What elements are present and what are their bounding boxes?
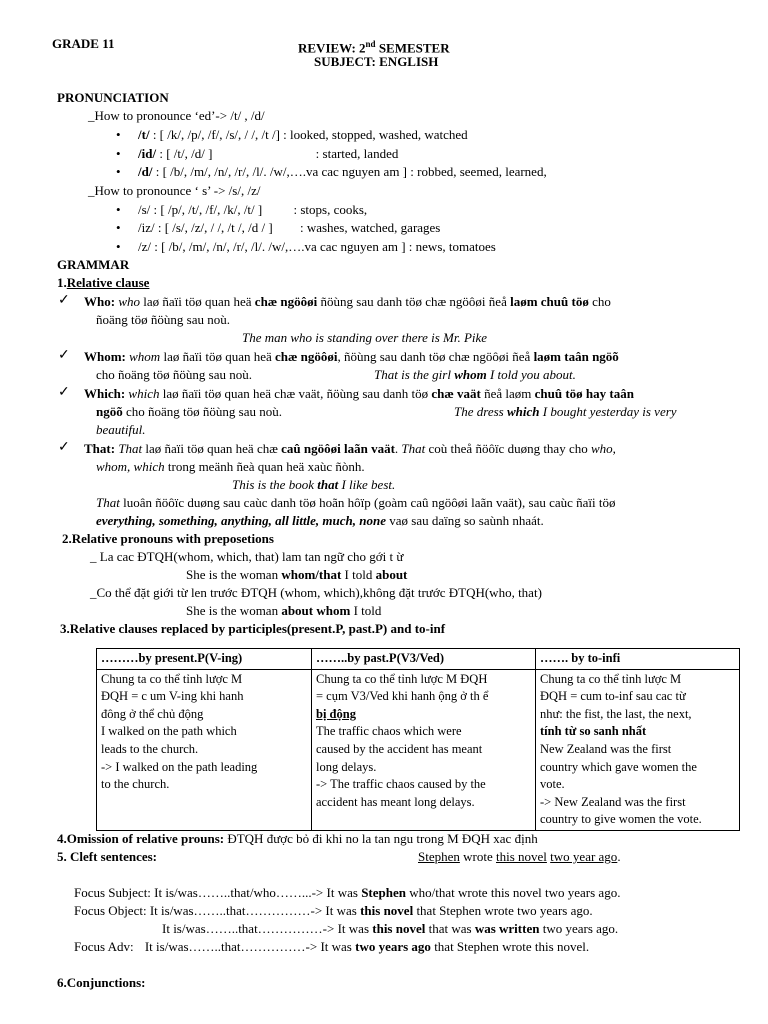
that-term-italic3: who, <box>590 441 616 456</box>
that-definition <box>84 440 616 458</box>
that-note <box>96 494 616 512</box>
cell-line: đông ở thể chủ động <box>101 706 204 721</box>
s-rule-label: /s/ <box>138 202 151 217</box>
section-2-example1 <box>186 566 407 584</box>
ed-rule-examples: robbed, seemed, learned, <box>417 164 547 179</box>
cell-line: ĐQH = c um V-ing khi hanh <box>101 689 244 704</box>
check-icon: ✓ <box>58 348 70 363</box>
table-cell-present <box>97 669 312 830</box>
who-definition <box>84 293 611 311</box>
cell-line: vote. <box>540 777 565 792</box>
which-term-italic: which <box>128 386 160 401</box>
focus-bold: Stephen <box>361 885 406 900</box>
pronunciation-heading: PRONUNCIATION <box>57 90 169 105</box>
section-5-example <box>418 848 621 866</box>
that-note-text: luoân ñöôïc duøng sau caùc danh töø hoãn hôïp (goàm caû ngöôøi laãn vaät), sau caùc ñaïi töø <box>123 495 616 510</box>
table-cell-toinf <box>536 669 740 830</box>
cell-line: New Zealand was the first <box>540 741 672 756</box>
section-2-line2: _Co thể đặt giới từ len trước ĐTQH (whom, which),không đặt trước ĐTQH(who, that) <box>90 585 542 600</box>
section-4 <box>57 830 538 848</box>
s5-ex-verb: wrote <box>463 849 493 864</box>
focus-rest: that was <box>428 921 472 936</box>
which-definition-line2 <box>96 403 282 421</box>
cell-line: caused by the accident has meant <box>316 741 483 756</box>
ed-rule-label: /d/ <box>138 164 153 179</box>
cell-line: -> The traffic chaos caused by the <box>316 777 486 792</box>
which-example-a: The dress <box>454 404 504 419</box>
s-rule-sounds: : [ /s/, /z/, / /, /t /, /d / ] <box>157 220 273 235</box>
whom-desc2: , ñöùng sau danh töø chæ ngöôøi ñeå <box>337 349 531 364</box>
that-note2-bold-italic: everything, something, anything, all little, much, none <box>96 513 387 528</box>
whom-bold2: laøm taân ngöõ <box>533 349 619 364</box>
focus-pattern: It is/was……..that……………-> It was <box>144 939 352 954</box>
cell-line: leads to the church. <box>101 741 199 756</box>
which-example-c: I bought yesterday is very <box>542 404 677 419</box>
ed-rule-t <box>138 126 468 144</box>
table-header-past: ……..by past.P(V3/Ved) <box>312 649 536 670</box>
s-rule-sounds: : [ /p/, /t/, /f/, /k/, /t/ ] <box>153 202 263 217</box>
focus-label: Focus Adv: <box>74 939 134 954</box>
focus-subject-line <box>74 884 620 902</box>
who-desc: laø ñaïi töø quan heä <box>143 294 252 309</box>
that-note2-text: vaø sau daïng so saùnh nhaát. <box>389 513 544 528</box>
focus-pattern: It is/was……..that……………-> It was <box>149 903 357 918</box>
section-2-line1: _ La cac ĐTQH(whom, which, that) lam tan ngữ cho gới t ừ <box>90 549 404 564</box>
section-2-title: 2.Relative pronouns with preposetions <box>62 531 274 546</box>
cell-line: -> I walked on the path leading <box>101 759 258 774</box>
that-desc3: coù theå ñöôïc duøng thay cho <box>428 441 588 456</box>
whom-example-b: whom <box>454 367 487 382</box>
focus-pattern: It is/was……..that……………-> It was <box>162 921 370 936</box>
table-header-toinf: ……. by to-infi <box>536 649 740 670</box>
table-row <box>97 669 740 830</box>
focus-rest: that Stephen wrote two years ago. <box>416 903 593 918</box>
that-desc2: . <box>394 441 399 456</box>
check-icon: ✓ <box>58 385 70 400</box>
ed-rule-examples: looked, stopped, washed, watched <box>290 127 468 142</box>
s2-ex2-b: about whom <box>281 603 351 618</box>
cell-line: Chung ta co thể tỉnh lược M <box>101 671 243 686</box>
cell-line: The traffic chaos which were <box>316 724 462 739</box>
whom-definition <box>84 348 619 366</box>
whom-term-italic: whom <box>129 349 161 364</box>
which-example-cont: beautiful. <box>96 422 146 437</box>
focus-rest: that Stephen wrote this novel. <box>434 939 590 954</box>
section-1-number: 1. <box>57 275 67 290</box>
s-rule-examples: : stops, cooks, <box>293 202 368 217</box>
cell-line: tính từ so sanh nhất <box>540 724 647 739</box>
ed-rule-sounds: : [ /b/, /m/, /n/, /r/, /l/. /w/,….va cac nguyen am ] : <box>155 164 414 179</box>
which-definition <box>84 385 634 403</box>
grade-label: GRADE 11 <box>52 36 115 51</box>
review-title-sup: nd <box>365 39 376 49</box>
cell-line: bị động <box>316 706 356 721</box>
cell-line: I walked on the path which <box>101 724 237 739</box>
table-header-present: ………by present.P(V-ing) <box>97 649 312 670</box>
that-term-italic: That <box>118 441 143 456</box>
cell-line: -> New Zealand was the first <box>540 794 686 809</box>
who-desc3: cho <box>592 294 611 309</box>
that-example-c: I like best. <box>341 477 396 492</box>
ed-rule-sounds: : [ /k/, /p/, /f/, /s/, / /, /t /] : <box>152 127 287 142</box>
s2-ex1-d: about <box>375 567 408 582</box>
grammar-heading: GRAMMAR <box>57 257 130 272</box>
s2-ex1-c: I told <box>344 567 373 582</box>
whom-example-c: I told you about. <box>489 367 576 382</box>
review-title-prefix: REVIEW: 2 <box>298 40 366 56</box>
section-1-label: Relative clause <box>66 275 150 290</box>
which-desc2: ñeå laøm <box>484 386 532 401</box>
focus-bold: this novel <box>372 921 426 936</box>
ed-rule-examples: : started, landed <box>315 146 399 161</box>
cell-line: country which gave women the <box>540 759 697 774</box>
focus-pattern: It is/was……..that/who……...-> It was <box>154 885 358 900</box>
whom-example <box>374 366 576 384</box>
cell-line: to the church. <box>101 777 170 792</box>
section-3-title: 3.Relative clauses replaced by participles(present.P, past.P) and to-inf <box>60 621 446 636</box>
s-rule-label: /iz/ <box>138 220 155 235</box>
that-term-italic2: That <box>401 441 426 456</box>
s-rule-sounds: : [ /b/, /m/, /n/, /r/, /l/. /w/,….va cac nguyen am ] <box>154 239 406 254</box>
section-4-text: ĐTQH được bỏ đi khi no la tan ngu trong M ĐQH xac định <box>227 831 538 846</box>
section-5-title: 5. Cleft sentences: <box>57 849 157 864</box>
whom-bold1: chæ ngöôøi <box>275 349 338 364</box>
check-icon: ✓ <box>58 293 70 308</box>
focus-object-line <box>74 902 593 920</box>
that-example <box>232 476 395 494</box>
check-icon: ✓ <box>58 440 70 455</box>
that-term: That: <box>84 441 116 456</box>
that-example-b: that <box>317 477 339 492</box>
s2-ex2-c: I told <box>353 603 382 618</box>
section-4-title: 4.Omission of relative prouns: <box>57 831 225 846</box>
cell-line: Chung ta co thể tỉnh lược M <box>540 671 682 686</box>
table-cell-past <box>312 669 536 830</box>
focus-adv-line <box>74 938 589 956</box>
that-bold1: caû ngöôøi laãn vaät <box>281 441 395 456</box>
who-term-italic: who <box>118 294 140 309</box>
s-rule-z <box>138 238 496 256</box>
focus-rest2: two years ago. <box>542 921 619 936</box>
s5-ex-object: this novel <box>496 849 547 864</box>
subject-title: SUBJECT: ENGLISH <box>314 54 439 69</box>
s-rule-examples: : washes, watched, garages <box>299 220 441 235</box>
s2-ex1-b: whom/that <box>281 567 342 582</box>
that-line2-italic: whom, which <box>96 459 165 474</box>
focus-rest: who/that wrote this novel two years ago. <box>409 885 621 900</box>
whom-desc: laø ñaïi töø quan heä <box>163 349 272 364</box>
which-term: Which: <box>84 386 126 401</box>
ed-intro: _How to pronounce ‘ed’-> /t/ , /d/ <box>88 108 265 123</box>
focus-bold: two years ago <box>355 939 431 954</box>
focus-label: Focus Object: <box>74 903 147 918</box>
focus-label: Focus Subject: <box>74 885 151 900</box>
participle-table <box>96 648 740 831</box>
ed-rule-id <box>138 145 398 163</box>
which-bold2: chuû töø hay taân <box>534 386 634 401</box>
cell-line: ĐQH = cum to-inf sau cac từ <box>540 689 686 704</box>
that-example-a: This is the book <box>232 477 314 492</box>
which-desc: laø ñaïi töø quan heä chæ vaät, ñöùng sau danh töø <box>162 386 429 401</box>
s-intro: _How to pronounce ‘ s’ -> /s/, /z/ <box>88 183 261 198</box>
that-definition-line2 <box>96 458 365 476</box>
cell-line: = cụm V3/Ved khi hanh ộng ở th ể <box>316 689 489 704</box>
who-term: Who: <box>84 294 116 309</box>
who-bold2: laøm chuû töø <box>510 294 589 309</box>
s2-ex1-a: She is the woman <box>186 567 279 582</box>
who-definition-line2: ñoäng töø ñöùng sau noù. <box>96 312 230 327</box>
s-rule-iz <box>138 219 440 237</box>
s-rule-examples: : news, tomatoes <box>408 239 496 254</box>
whom-term: Whom: <box>84 349 126 364</box>
review-title-suffix: SEMESTER <box>375 40 450 56</box>
that-desc: laø ñaïi töø quan heä chæ <box>145 441 278 456</box>
ed-rule-label: /id/ <box>138 146 157 161</box>
cell-line: long delays. <box>316 759 377 774</box>
who-bold1: chæ ngöôøi <box>254 294 318 309</box>
focus-object-passive-line <box>162 920 618 938</box>
which-line2-bold: ngöõ <box>96 404 123 419</box>
s-rule-label: /z/ <box>138 239 151 254</box>
that-line2-text: trong meänh ñeà quan heä xaùc ñònh. <box>167 459 365 474</box>
which-example-b: which <box>506 404 540 419</box>
cell-line: country to give women the vote. <box>540 812 702 827</box>
focus-bold: this novel <box>360 903 414 918</box>
which-line2-text: cho ñoäng töø ñöùng sau noù. <box>125 404 282 419</box>
cell-line: như: the fist, the last, the next, <box>540 706 692 721</box>
section-2-example2 <box>186 602 381 620</box>
ed-rule-d <box>138 163 547 181</box>
s2-ex2-a: She is the woman <box>186 603 279 618</box>
ed-rule-label: /t/ <box>138 127 150 142</box>
which-bold1: chæ vaät <box>431 386 481 401</box>
section-1-title <box>57 274 149 292</box>
table-header-row <box>97 649 740 670</box>
s5-ex-period: . <box>617 849 621 864</box>
cell-line: Chung ta co thể tỉnh lược M ĐQH <box>316 671 488 686</box>
who-desc2: ñöùng sau danh töø chæ ngöôøi ñeå <box>320 294 507 309</box>
focus-bold2: was written <box>474 921 540 936</box>
ed-rule-sounds: : [ /t/, /d/ ] <box>159 146 213 161</box>
who-example: The man who is standing over there is Mr. Pike <box>242 330 488 345</box>
that-note-line2 <box>96 512 544 530</box>
s5-ex-subject: Stephen <box>418 849 460 864</box>
s-rule-s <box>138 201 367 219</box>
that-note-italic: That <box>96 495 120 510</box>
s5-ex-adv: two year ago <box>550 849 618 864</box>
which-example <box>454 403 677 421</box>
section-6-title: 6.Conjunctions: <box>57 975 146 990</box>
cell-line: accident has meant long delays. <box>316 794 475 809</box>
whom-definition-line2: cho ñoäng töø ñöùng sau noù. <box>96 367 252 382</box>
whom-example-a: That is the girl <box>374 367 451 382</box>
